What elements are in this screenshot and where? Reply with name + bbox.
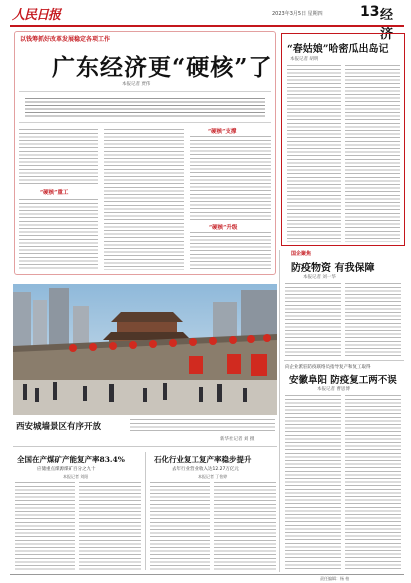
column-divider — [284, 360, 404, 361]
column-headline: 防疫物资 有我保障 — [291, 263, 375, 274]
sidebar-headline: “春姑娘”哈密瓜出岛记 — [287, 44, 389, 55]
sidebar-byline: 本报记者 胡明 — [290, 57, 319, 62]
bottom-left-article — [13, 450, 143, 574]
bottom-divider — [145, 452, 146, 570]
lead-subhead-4: “硬核”重工 — [40, 190, 69, 196]
page-number: 13 — [360, 4, 380, 20]
masthead-rule — [10, 25, 404, 27]
right-column-divider — [279, 250, 280, 572]
petrochem-byline: 本报记者 丁怡婷 — [198, 474, 228, 479]
lower-right-kicker: 向企业派驻防疫联络员指导复产和复工取得 — [285, 365, 371, 370]
column-byline: 本报记者 刘一华 — [303, 275, 336, 280]
lead-article — [14, 31, 276, 277]
petrochem-headline: 石化行业复工复产率稳步提升 — [154, 455, 252, 464]
lower-right-byline: 本报记者 曹思博 — [317, 387, 350, 392]
lead-subhead-2: “硬核”升级 — [209, 225, 238, 231]
photo-credit: 新华社记者 刘 摄 — [220, 437, 255, 442]
column-article — [281, 250, 405, 360]
section-name: 经济 — [380, 8, 395, 42]
column-tag: 国企聚焦 — [291, 251, 312, 257]
issue-date: 2023年3月5日 星期四 — [272, 11, 323, 17]
coal-subhead: 应储重点煤源煤矿百分之九十 — [37, 467, 96, 472]
lower-right-article — [281, 363, 405, 573]
bottom-mid-article — [148, 450, 278, 574]
news-photo — [13, 284, 277, 415]
footer-rule — [10, 574, 404, 575]
coal-headline: 全国在产煤矿产能复产率83.4% — [17, 455, 125, 464]
footer-editor: 责任编辑：杨 柏 — [320, 576, 350, 581]
lead-kicker: 以钱筹抓好改革发展稳定各项工作 — [20, 36, 111, 43]
lead-subhead-1: “硬核”支撑 — [208, 129, 237, 135]
lead-byline: 本报记者 贾伟 — [122, 82, 151, 87]
newspaper-logo: 人民日报 — [12, 8, 61, 23]
photo-caption-text — [130, 418, 275, 433]
lower-right-headline: 安徽阜阳 防疫复工两不误 — [289, 375, 397, 386]
lead-headline: 广东经济更“硬核”了 — [52, 54, 273, 81]
photo-caption: 西安城墙景区有序开放 — [16, 422, 102, 432]
city-wall-photo — [13, 284, 277, 415]
petrochem-subhead: 去年行业营业收入达12.27万亿元 — [172, 467, 239, 472]
sidebar-article — [281, 33, 405, 246]
coal-byline: 本报记者 刘阳 — [63, 474, 89, 479]
photo-divider — [13, 446, 277, 447]
lead-abstract — [19, 91, 271, 123]
